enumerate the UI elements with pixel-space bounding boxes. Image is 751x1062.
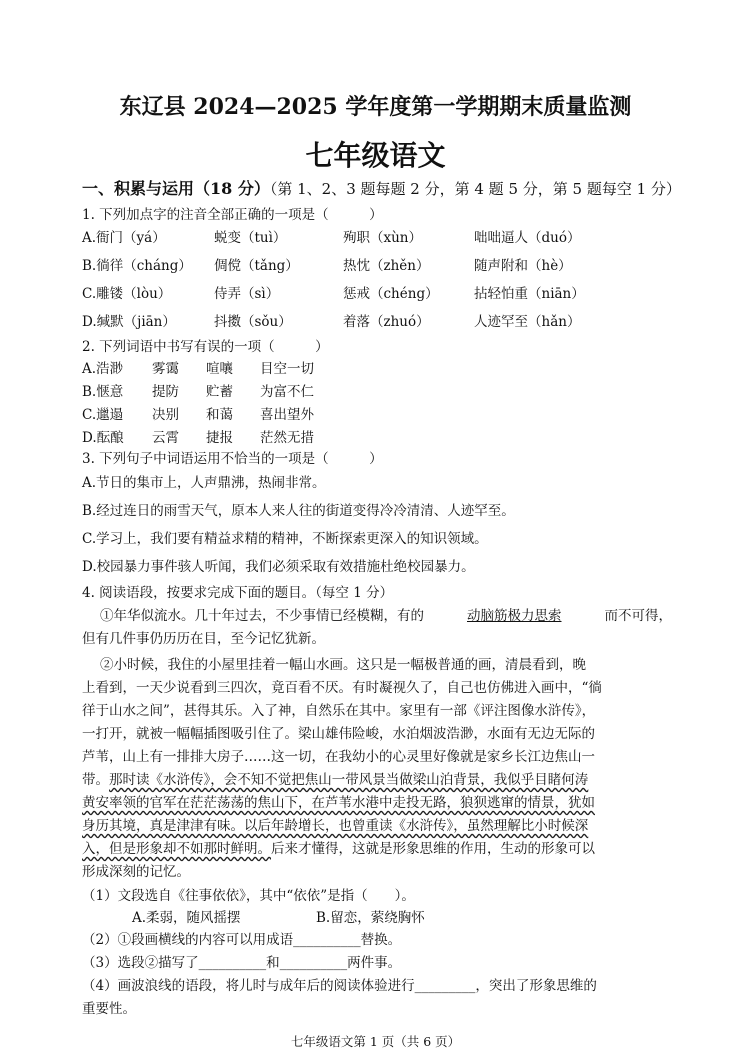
section-heading: [82, 176, 681, 199]
q2-d-3: 捷报: [206, 430, 233, 446]
q1-a-4: 咄咄逼人（duó）: [474, 230, 581, 246]
section-note: （第 1、2、3 题每题 2 分，第 4 题 5 分，第 5 题每空 1 分）: [269, 180, 681, 198]
q1-d-3: 着落（zhuó）: [343, 314, 430, 330]
wavy-underlined-text: 那时读《水浒传》，会不知不觉把焦山一带风景当做梁山泊背景，我似乎目睹何涛: [109, 772, 589, 788]
q3-option-d: D.校园暴力事件骇人听闻，我们必须采取有效措施杜绝校园暴力。: [82, 559, 475, 575]
page-footer: 七年级语文第 1 页（共 6 页）: [290, 1034, 461, 1049]
q1-b-4: 随声附和（hè）: [474, 258, 572, 274]
passage-p1-line1: [100, 604, 672, 624]
passage-p1-line2: 但有几件事仍历历在目，至今记忆犹新。: [82, 631, 325, 647]
passage-p1-text-b: 而不可得，: [604, 608, 672, 624]
q2-a-4: 目空一切: [260, 361, 314, 377]
q1-a-2: 蜕变（tuì）: [214, 230, 287, 246]
q1-d-4: 人迹罕至（hǎn）: [474, 314, 581, 330]
q4-sub2: （2）①段画横线的内容可以用成语__________替换。: [82, 932, 402, 948]
q3-option-c: C.学习上，我们要有精益求精的精神，不断探索更深入的知识领域。: [82, 531, 488, 547]
q4-sub3: （3）选段②描写了__________和__________两件事。: [82, 955, 402, 971]
q4-sub1-option-a: A.柔弱，随风摇摆: [132, 910, 241, 926]
q1-c-4: 拈轻怕重（niān）: [474, 286, 585, 302]
q2-c-3: 和蔼: [206, 407, 233, 423]
q1-c-1: C.雕镂（lòu）: [82, 286, 172, 302]
passage-p2-text-after: 后来才懂得，这就是形象思维的作用，生动的形象可以: [271, 841, 595, 857]
passage-p2-line9: [82, 837, 672, 857]
q2-c-2: 决别: [152, 407, 179, 423]
q3-option-b: B.经过连日的雨雪天气，原本人来人往的街道变得冷冷清清、人迹罕至。: [82, 503, 515, 519]
passage-p2-text: 带。: [82, 772, 109, 788]
exam-title: 东辽县 2024—2025 学年度第一学期期末质量监测: [119, 94, 632, 120]
q4-sub1: （1）文段选自《往事依依》，其中“依依”是指（ ）。: [82, 888, 415, 904]
q4-sub1-option-b: B.留恋，萦绕胸怀: [316, 910, 425, 926]
wavy-underlined-line3: 身历其境，真是津津有味。以后年龄增长，也曾重读《水浒传》，虽然理解比小时候深: [82, 818, 589, 834]
q2-c-4: 喜出望外: [260, 407, 314, 423]
q2-a-3: 喧嚷: [206, 361, 233, 377]
q2-b-3: 贮蓄: [206, 384, 233, 400]
q1-b-2: 倜傥（tǎng）: [214, 258, 299, 274]
q1-b-1: B.徜徉（cháng）: [82, 258, 192, 274]
exam-subject: 七年级语文: [305, 139, 446, 172]
passage-p2-line6: [82, 768, 672, 788]
q2-c-1: C.邋遢: [82, 407, 124, 423]
q4-stem: 4. 阅读语段，按要求完成下面的题目。（每空 1 分）: [82, 585, 394, 601]
q1-b-3: 热忱（zhěn）: [343, 258, 430, 274]
passage-p2-line4: 一打开，就被一幅幅插图吸引住了。梁山雄伟险峻，水泊烟波浩渺，水面有无边无际的: [82, 726, 595, 742]
q2-stem: 2. 下列词语中书写有误的一项（ ）: [82, 339, 329, 355]
q2-b-1: B.惬意: [82, 384, 124, 400]
wavy-underlined-text-end: 入，但是形象却不如那时鲜明。: [82, 841, 271, 857]
q2-d-4: 茫然无措: [260, 430, 314, 446]
q2-a-1: A.浩渺: [82, 361, 124, 377]
q1-d-1: D.缄默（jiān）: [82, 314, 176, 330]
passage-p2-line1: ②小时候，我住的小屋里挂着一幅山水画。这只是一幅极普通的画，清晨看到，晚: [100, 657, 586, 673]
q1-c-3: 惩戒（chéng）: [343, 286, 439, 302]
q1-d-2: 抖擞（sǒu）: [214, 314, 292, 330]
q4-sub4-line2: 重要性。: [82, 1001, 136, 1017]
q1-a-1: A.衙门（yá）: [82, 230, 166, 246]
q2-b-4: 为富不仁: [260, 384, 314, 400]
wavy-underlined-line2: 黄安率领的官军在茫茫荡荡的焦山下，在芦苇水港中走投无路，狼狈逃窜的情景，犹如: [82, 795, 595, 811]
q1-a-3: 殉职（xùn）: [343, 230, 423, 246]
q2-d-1: D.酝酿: [82, 430, 124, 446]
passage-underlined-phrase: 动脑筋极力思索: [467, 608, 562, 624]
q4-sub4-line1: （4）画波浪线的语段，将儿时与成年后的阅读体验进行_________，突出了形象思维的: [82, 978, 597, 994]
q3-stem: 3. 下列句子中词语运用不恰当的一项是（ ）: [82, 451, 383, 467]
passage-p2-line3: 徉于山水之间”，甚得其乐。入了神，自然乐在其中。家里有一部《评注图像水浒传》，: [82, 703, 596, 719]
passage-p1-text-a: ①年华似流水。几十年过去，不少事情已经模糊，有的: [100, 608, 424, 624]
section-title: 一、积累与运用（18 分）: [82, 179, 270, 198]
passage-p2-line10: 形成深刻的记忆。: [82, 864, 190, 880]
q2-b-2: 提防: [152, 384, 179, 400]
q1-stem: 1. 下列加点字的注音全部正确的一项是（ ）: [82, 207, 383, 223]
q2-a-2: 雾霭: [152, 361, 179, 377]
passage-p2-line2: 上看到，一天少说看到三四次，竟百看不厌。有时凝视久了，自己也仿佛进入画中，“徜: [82, 680, 602, 696]
q3-option-a: A.节日的集市上，人声鼎沸，热闹非常。: [82, 475, 326, 491]
q1-c-2: 侍弄（sì）: [214, 286, 280, 302]
passage-p2-line5: 芦苇，山上有一排排大房子……这一切，在我幼小的心灵里好像就是家乡长江边焦山一: [82, 749, 595, 765]
q2-d-2: 云霄: [152, 430, 179, 446]
